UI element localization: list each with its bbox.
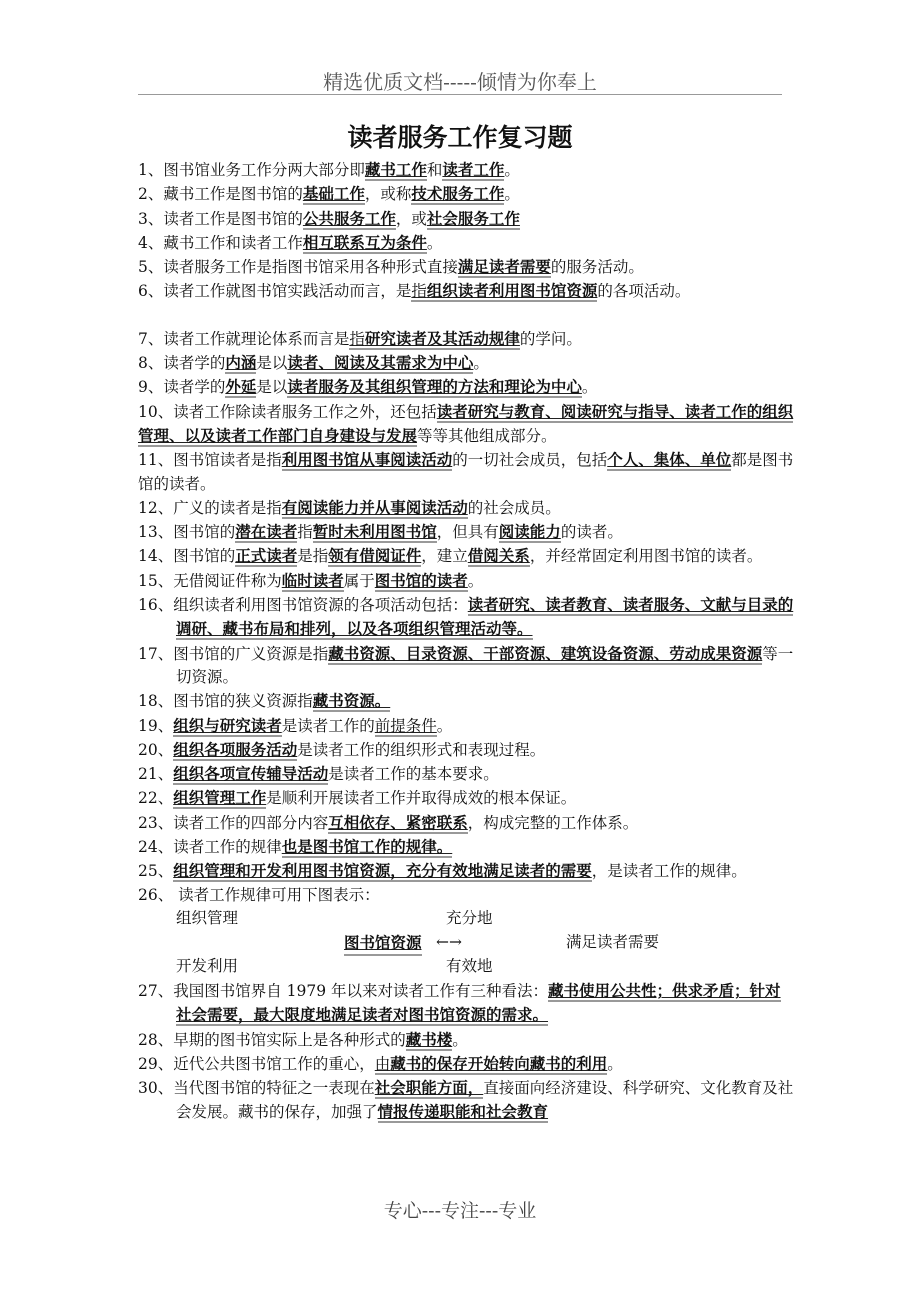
question-item bbox=[138, 207, 794, 231]
question-text: 7、读者工作就理论体系而言是 bbox=[138, 329, 350, 348]
diagram-mid-top: 充分地 bbox=[446, 908, 493, 927]
question-text: 属于 bbox=[343, 571, 375, 590]
question-item bbox=[138, 448, 794, 496]
answer-text: 相互联系互为条件 bbox=[302, 232, 427, 252]
answer-text: 阅读能力 bbox=[498, 522, 561, 542]
diagram-mid-bottom: 有效地 bbox=[446, 956, 493, 975]
answer-text: 外延 bbox=[225, 377, 257, 397]
answer-text: 读者服务及其组织管理的方法和理论为中心 bbox=[287, 377, 582, 397]
question-text: 21、 bbox=[138, 765, 174, 784]
question-text: 23、读者工作的四部分内容 bbox=[138, 813, 329, 832]
question-text: 是读者工作的组织形式和表现过程。 bbox=[297, 740, 546, 759]
question-text: 4、藏书工作和读者工作 bbox=[138, 233, 303, 252]
question-text: 10、读者工作除读者服务工作之外，还包括 bbox=[138, 402, 437, 421]
answer-text: 个人、集体、单位 bbox=[607, 450, 732, 470]
question-text: 是以 bbox=[256, 354, 288, 373]
question-item bbox=[138, 375, 794, 399]
answer-text: 组织各项服务活动 bbox=[173, 739, 298, 759]
answer-text: 基础工作 bbox=[302, 184, 365, 204]
header-rule bbox=[138, 94, 782, 95]
question-text: ，建立 bbox=[421, 547, 468, 566]
question-text: 28、早期的图书馆实际上是各种形式的 bbox=[138, 1030, 406, 1049]
question-text: 等一切资源。 bbox=[176, 644, 794, 686]
answer-text: 有阅读能力并从事阅读活动 bbox=[281, 497, 468, 517]
page-footer: 专心---专注---专业 bbox=[383, 1200, 537, 1222]
question-text: ，并经常固定利用图书馆的读者。 bbox=[529, 547, 763, 566]
answer-text: 组织与研究读者 bbox=[173, 715, 282, 735]
question-list bbox=[138, 158, 794, 1125]
answer-text: 由 bbox=[374, 1054, 391, 1073]
question-item bbox=[138, 569, 794, 593]
answer-text: 情报传递职能和社会教育 bbox=[377, 1102, 549, 1122]
question-text: 20、 bbox=[138, 740, 174, 759]
question-item bbox=[138, 231, 794, 255]
question-text: 5、读者服务工作是指图书馆采用各种形式直接 bbox=[138, 258, 458, 277]
question-text: ，或 bbox=[395, 209, 427, 228]
question-item bbox=[138, 1076, 794, 1125]
answer-text: 读者研究、读者教育、读者服务、文献与目录的调研、藏书布局和排列，以及各项组织管理活动等。 bbox=[176, 595, 794, 639]
question-item bbox=[138, 158, 794, 182]
answer-text: 潜在读者 bbox=[235, 522, 298, 542]
answer-text: 组织各项宣传辅导活动 bbox=[173, 764, 329, 784]
answer-text: 公共服务工作 bbox=[302, 208, 396, 228]
question-text: 。 bbox=[467, 571, 484, 590]
question-text: 。 bbox=[436, 716, 453, 735]
question-text: 指 bbox=[297, 523, 313, 542]
question-text: 24、读者工作的规律 bbox=[138, 838, 282, 857]
answer-text: 藏书使用公共性；供求矛盾；针对社会需要，最大限度地满足读者对图书馆资源的需求。 bbox=[176, 980, 781, 1025]
question-item bbox=[138, 1028, 794, 1052]
question-text: 等等其他组成部分。 bbox=[417, 426, 557, 445]
answer-text: 暂时未利用图书馆 bbox=[312, 522, 437, 542]
question-text: 6、读者工作就图书馆实践活动而言，是 bbox=[138, 282, 412, 301]
diagram-arrow: ←→ bbox=[436, 932, 462, 951]
question-text: 1、图书馆业务工作分两大部分即 bbox=[138, 161, 365, 179]
question-item bbox=[138, 859, 794, 883]
answer-text: 藏书楼 bbox=[405, 1029, 453, 1049]
answer-text: 满足读者需要 bbox=[457, 257, 551, 277]
diagram-left-top: 组织管理 bbox=[176, 908, 239, 927]
question-text: 16、组织读者利用图书馆资源的各项活动包括： bbox=[138, 596, 468, 615]
question-text: 。 bbox=[504, 185, 520, 204]
question-text: 27、我国图书馆界自 1979 年以来对读者工作有三种看法： bbox=[138, 981, 549, 1000]
question-text: 的社会成员。 bbox=[467, 498, 561, 517]
answer-text: 藏书资源。 bbox=[312, 691, 391, 711]
question-text: 的学问。 bbox=[519, 329, 582, 348]
question-item bbox=[138, 884, 794, 907]
question-item bbox=[138, 593, 794, 642]
question-item bbox=[138, 255, 794, 279]
question-text: 2、藏书工作是图书馆的 bbox=[138, 185, 303, 204]
question-text: 13、图书馆的 bbox=[138, 523, 236, 542]
question-item bbox=[138, 182, 794, 206]
question-text: 15、无借阅证件称为 bbox=[138, 571, 282, 590]
question-item bbox=[138, 496, 794, 520]
question-text: 的一切社会成员，包括 bbox=[452, 451, 608, 470]
page-title: 读者服务工作复习题 bbox=[347, 123, 573, 152]
question-item bbox=[138, 811, 794, 835]
answer-text: 互相依存、紧密联系 bbox=[328, 812, 468, 832]
question-text: 都是图书馆的读者。 bbox=[138, 451, 794, 493]
question-text: 。 bbox=[473, 354, 489, 373]
answer-text: 藏书资源、目录资源、干部资源、建筑设备资源、劳动成果资源 bbox=[328, 643, 763, 663]
question-text: 9、读者学的 bbox=[138, 378, 226, 397]
blank-line bbox=[138, 304, 794, 327]
question-text: 17、图书馆的广义资源是指 bbox=[138, 644, 329, 663]
answer-text: 社会服务工作 bbox=[426, 208, 520, 228]
answer-text: 藏书的保存开始转向藏书的利用 bbox=[390, 1053, 608, 1073]
question-item bbox=[138, 738, 794, 762]
answer-text: 社会职能方面， bbox=[374, 1078, 484, 1098]
question-text: ，是读者工作的规律。 bbox=[591, 862, 747, 881]
question-text: 18、图书馆的狭义资源指 bbox=[138, 692, 313, 711]
question-item bbox=[138, 400, 794, 449]
question-text: 22、 bbox=[138, 789, 174, 808]
law-diagram bbox=[176, 907, 794, 979]
answer-text: 组织管理和开发利用图书馆资源，充分有效地满足读者的需要 bbox=[173, 861, 592, 881]
question-text: 30、当代图书馆的特征之一表现在 bbox=[138, 1079, 375, 1098]
question-text: ，或称 bbox=[364, 185, 412, 204]
answer-text: 读者研究与教育、阅读研究与指导、读者工作的组织管理、以及读者工作部门自身建设与发展 bbox=[138, 401, 794, 445]
answer-text: 指 bbox=[349, 329, 365, 348]
question-text: 的服务活动。 bbox=[550, 258, 644, 277]
question-text: 14、图书馆的 bbox=[138, 547, 236, 566]
question-item bbox=[138, 786, 794, 810]
question-item bbox=[138, 642, 794, 690]
question-text: 是顺利开展读者工作并取得成效的根本保证。 bbox=[266, 789, 577, 808]
answer-text: 研究读者及其活动规律 bbox=[364, 328, 520, 348]
question-item bbox=[138, 520, 794, 544]
answer-text: 技术服务工作 bbox=[411, 184, 505, 204]
page-header: 精选优质文档-----倾情为你奉上 bbox=[323, 70, 597, 94]
question-text: 。 bbox=[452, 1030, 468, 1049]
question-text: 29、近代公共图书馆工作的重心， bbox=[138, 1054, 375, 1073]
question-text: 。 bbox=[607, 1054, 623, 1073]
question-text: ，构成完整的工作体系。 bbox=[467, 813, 639, 832]
answer-text: 正式读者 bbox=[235, 546, 298, 566]
question-text: 是读者工作的基本要求。 bbox=[328, 765, 499, 784]
answer-text: 读者、阅读及其需求为中心 bbox=[287, 353, 474, 373]
diagram-right: 满足读者需要 bbox=[566, 932, 660, 951]
question-item bbox=[138, 689, 794, 713]
answer-text: 图书馆的读者 bbox=[374, 570, 468, 590]
diagram-left-bottom: 开发利用 bbox=[176, 956, 239, 975]
diagram-center: 图书馆资源 bbox=[344, 931, 422, 956]
question-text: 26、 读者工作规律可用下图表示： bbox=[138, 885, 380, 904]
question-text: 是指 bbox=[297, 547, 329, 566]
answer-text: 前提条件 bbox=[374, 716, 437, 735]
question-item bbox=[138, 714, 794, 738]
question-text: 的读者。 bbox=[560, 523, 623, 542]
answer-text: 借阅关系 bbox=[467, 546, 530, 566]
answer-text: 读者工作 bbox=[442, 160, 505, 179]
question-text: 12、广义的读者是指 bbox=[138, 498, 282, 517]
question-text: 8、读者学的 bbox=[138, 354, 226, 373]
answer-text: 组织读者利用图书馆资源 bbox=[426, 281, 598, 301]
answer-text: 利用图书馆从事阅读活动 bbox=[281, 450, 453, 470]
question-item bbox=[138, 979, 794, 1028]
question-item bbox=[138, 279, 794, 303]
question-text: 3、读者工作是图书馆的 bbox=[138, 209, 303, 228]
question-text: 是读者工作的 bbox=[281, 716, 375, 735]
question-text: 。 bbox=[504, 161, 520, 179]
question-text: 。 bbox=[581, 378, 598, 397]
answer-text: 组织管理工作 bbox=[173, 788, 267, 808]
answer-text: 藏书工作 bbox=[364, 160, 427, 179]
question-item bbox=[138, 762, 794, 786]
question-text: 和 bbox=[426, 161, 443, 179]
answer-text: 也是图书馆工作的规律。 bbox=[281, 837, 453, 857]
answer-text: 指 bbox=[411, 282, 427, 301]
question-text: 。 bbox=[426, 233, 443, 252]
answer-text: 领有借阅证件 bbox=[328, 546, 422, 566]
question-text: 的各项活动。 bbox=[597, 282, 691, 301]
question-item bbox=[138, 1052, 794, 1076]
question-text: 19、 bbox=[138, 716, 174, 735]
answer-text: 内涵 bbox=[225, 353, 257, 373]
question-item bbox=[138, 835, 794, 859]
question-text: 25、 bbox=[138, 862, 174, 881]
question-item bbox=[138, 327, 794, 351]
question-text: 11、图书馆读者是指 bbox=[138, 451, 282, 470]
question-text: 直接面向经济建设、科学研究、文化教育及社会发展。藏书的保存，加强了 bbox=[176, 1079, 794, 1122]
question-item bbox=[138, 544, 794, 568]
question-text: 是以 bbox=[256, 378, 288, 397]
answer-text: 临时读者 bbox=[281, 570, 344, 590]
question-item bbox=[138, 351, 794, 375]
question-text: ，但具有 bbox=[436, 523, 499, 542]
